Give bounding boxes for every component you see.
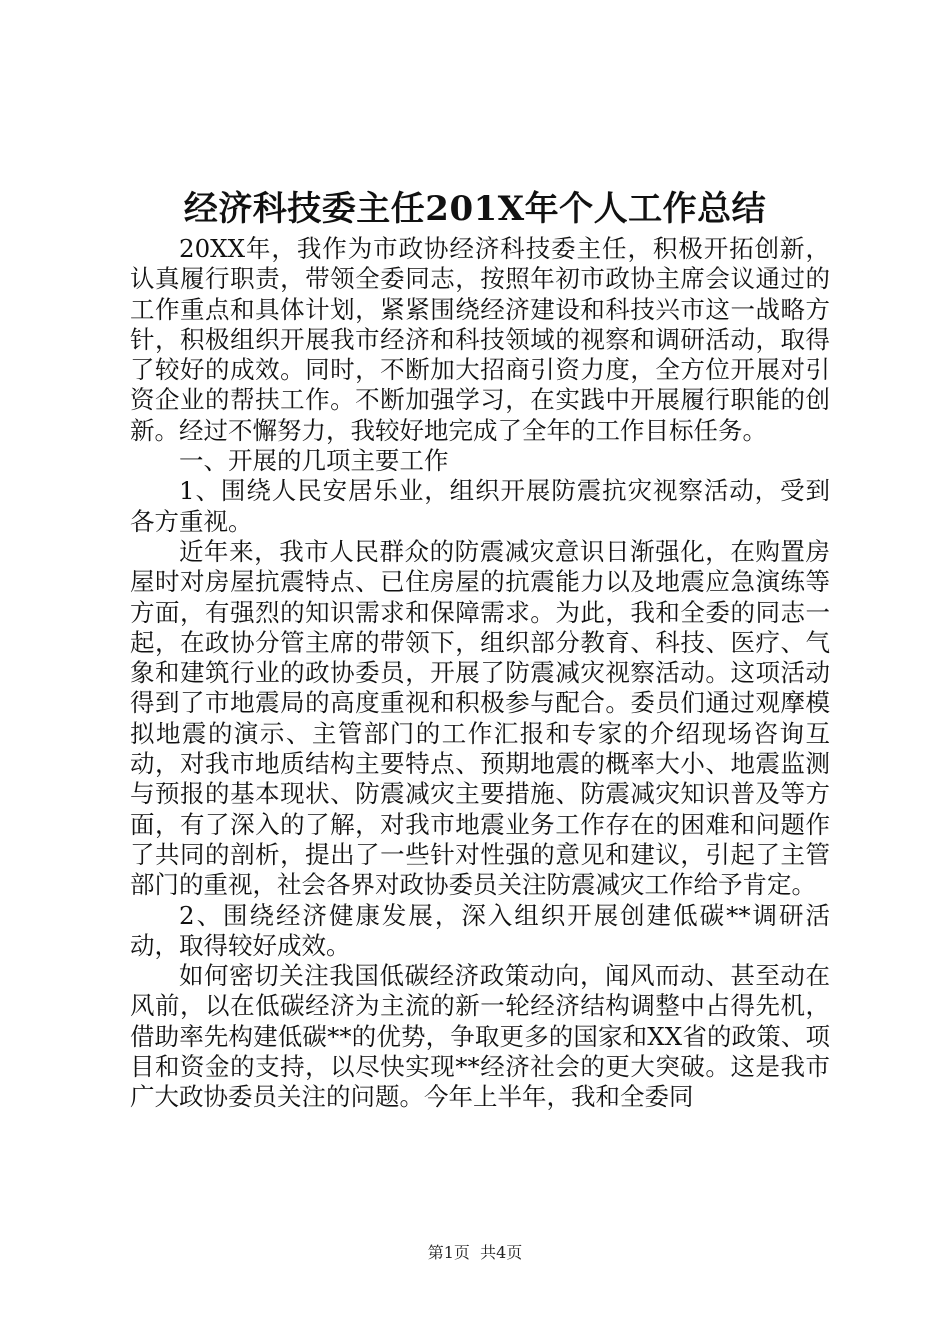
document-body [130,234,830,1113]
paragraph-low-carbon: 如何密切关注我国低碳经济政策动向，闻风而动、甚至动在风前，以在低碳经济为主流的新一轮经济结构调整中占得先机，借助率先构建低碳**的优势，争取更多的国家和XX省的政策、项目和资金的支持，以尽快实现**经济社会的更大突破。这是我市广大政协委员关注的问题。今年上半年，我和全委同 [130,961,830,1112]
page-footer [0,1242,950,1264]
item-heading-2: 2、围绕经济健康发展，深入组织开展创建低碳**调研活动，取得较好成效。 [130,900,830,960]
document-title: 经济科技委主任201X年个人工作总结 [183,189,767,229]
paragraph-intro: 20XX年，我作为市政协经济科技委主任，积极开拓创新，认真履行职责，带领全委同志，按照年初市政协主席会议通过的工作重点和具体计划，紧紧围绕经济建设和科技兴市这一战略方针，积极组织开展我市经济和科技领域的视察和调研活动，取得了较好的成效。同时，不断加大招商引资力度，全方位开展对引资企业的帮扶工作。不断加强学习，在实践中开展履行职能的创新。经过不懈努力，我较好地完成了全年的工作目标任务。 [130,234,830,445]
item-heading-1: 1、围绕人民安居乐业，组织开展防震抗灾视察活动，受到各方重视。 [130,476,830,536]
page-total: 共4页 [480,1243,523,1262]
paragraph-earthquake: 近年来，我市人民群众的防震减灾意识日渐强化，在购置房屋时对房屋抗震特点、已住房屋的抗震能力以及地震应急演练等方面，有强烈的知识需求和保障需求。为此，我和全委的同志一起，在政协分管主席的带领下，组织部分教育、科技、医疗、气象和建筑行业的政协委员，开展了防震减灾视察活动。这项活动得到了市地震局的高度重视和积极参与配合。委员们通过观摩模拟地震的演示、主管部门的工作汇报和专家的介绍现场咨询互动，对我市地质结构主要特点、预期地震的概率大小、地震监测与预报的基本现状、防震减灾主要措施、防震减灾知识普及等方面，有了深入的了解，对我市地震业务工作存在的困难和问题作了共同的剖析，提出了一些针对性强的意见和建议，引起了主管部门的重视，社会各界对政协委员关注防震减灾工作给予肯定。 [130,536,830,900]
page-number: 第1页 [427,1243,470,1262]
section-heading: 一、开展的几项主要工作 [179,446,449,476]
